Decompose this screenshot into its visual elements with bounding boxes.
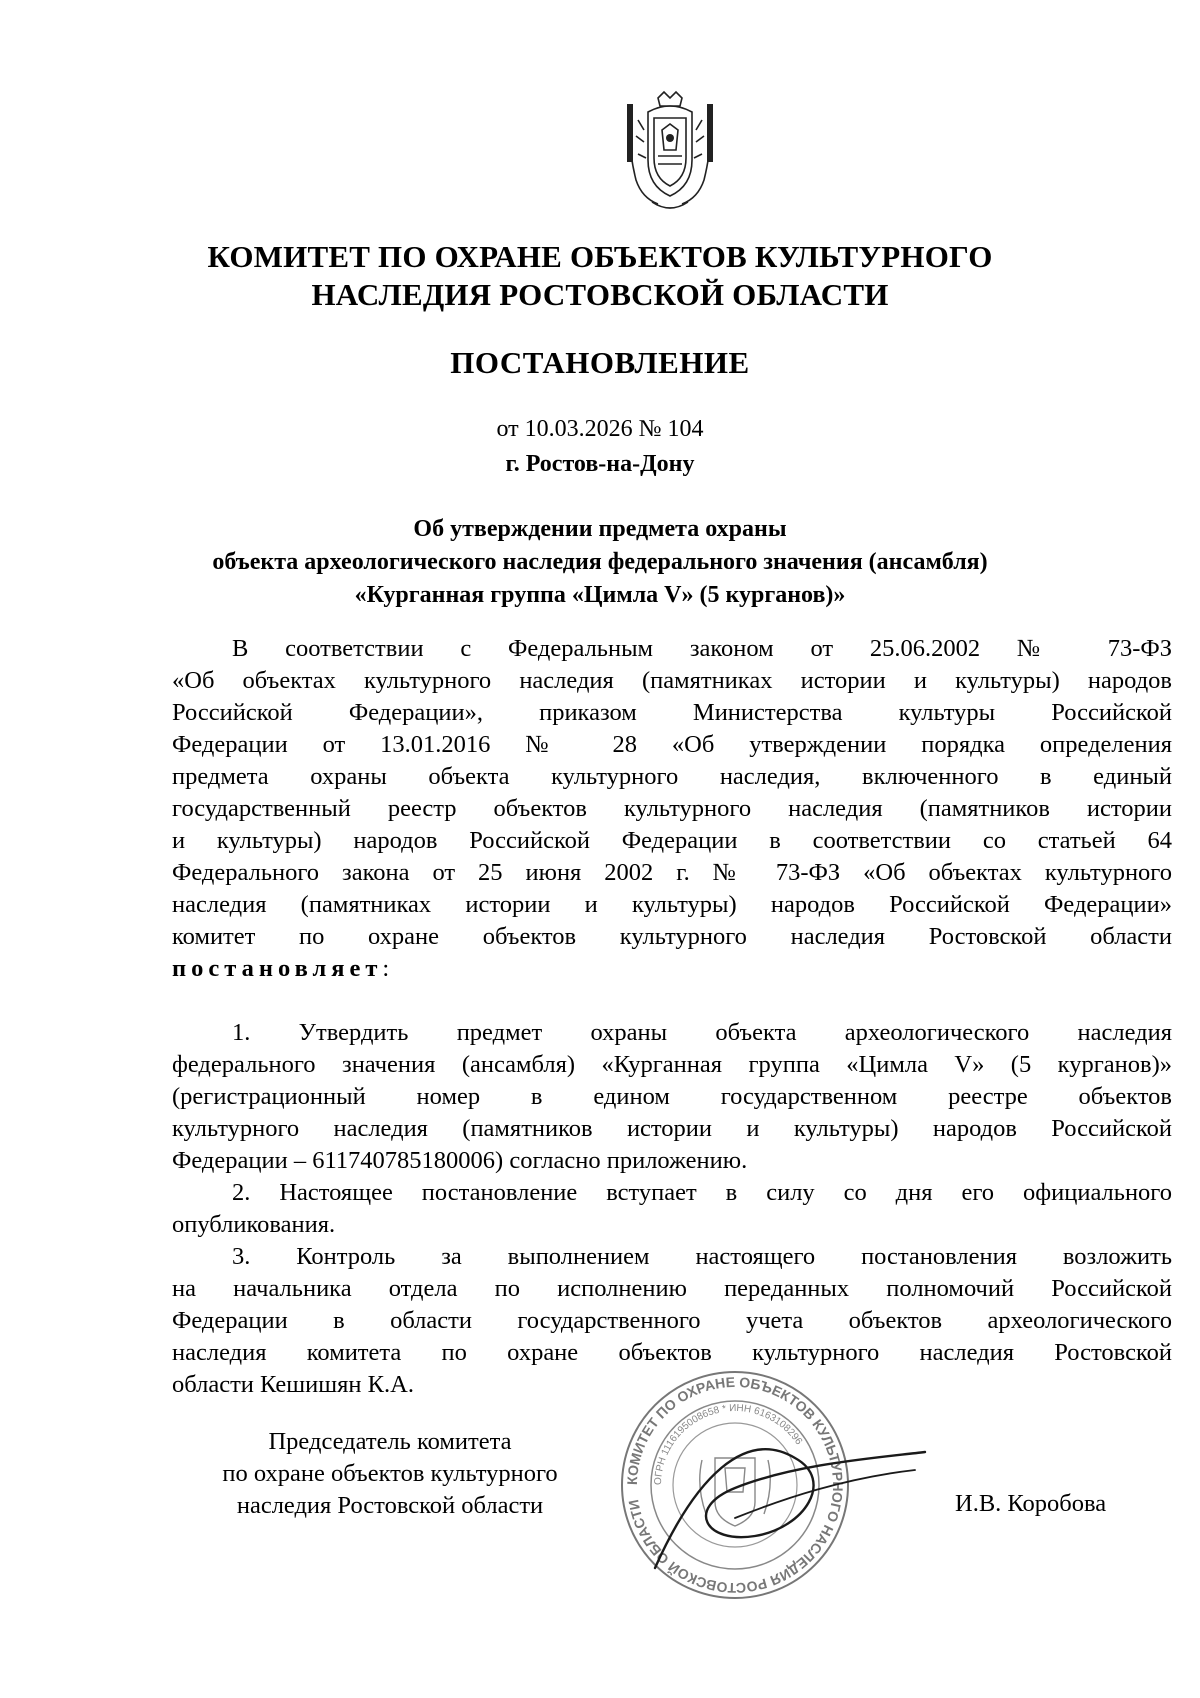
item-1-line: (регистрационный номер в едином государственном реестре объектов — [172, 1083, 1172, 1110]
item-3-line: 3. Контроль за выполнением настоящего постановления возложить — [232, 1243, 1172, 1270]
signatory-name: И.В. Коробова — [955, 1490, 1107, 1517]
signatory-title-line2: по охране объектов культурного — [222, 1460, 558, 1487]
organization-title-line1: КОМИТЕТ ПО ОХРАНЕ ОБЪЕКТОВ КУЛЬТУРНОГО — [207, 239, 993, 274]
preamble-line: В соответствии с Федеральным законом от 25.06.2002 № 73-ФЗ — [232, 635, 1172, 662]
organization-title-line2: НАСЛЕДИЯ РОСТОВСКОЙ ОБЛАСТИ — [311, 277, 889, 312]
resolves-suffix: : — [382, 955, 390, 982]
preamble-line: Российской Федерации», приказом Министерства культуры Российской — [172, 699, 1172, 726]
preamble-line: Федерации от 13.01.2016 № 28 «Об утверждении порядка определения — [172, 731, 1172, 758]
preamble-line: и культуры) народов Российской Федерации в соответствии со статьей 64 — [172, 827, 1172, 854]
document-type: ПОСТАНОВЛЕНИЕ — [450, 345, 750, 380]
preamble-line: государственный реестр объектов культурного наследия (памятников истории — [172, 795, 1172, 822]
item-3-line: на начальника отдела по исполнению переданных полномочий Российской — [172, 1275, 1172, 1302]
signatory-title-line3: наследия Ростовской области — [236, 1492, 544, 1519]
preamble-line: Федерального закона от 25 июня 2002 г. № 73-ФЗ «Об объектах культурного — [172, 859, 1172, 886]
item-3-line: наследия комитета по охране объектов культурного наследия Ростовской — [172, 1339, 1172, 1366]
subject-line2: объекта археологического наследия федерального значения (ансамбля) — [212, 549, 988, 575]
signatory-title-line1: Председатель комитета — [268, 1428, 512, 1455]
item-1-line: 1. Утвердить предмет охраны объекта археологического наследия — [232, 1019, 1172, 1046]
subject-line1: Об утверждении предмета охраны — [413, 516, 787, 542]
preamble-line: «Об объектах культурного наследия (памятниках истории и культуры) народов — [172, 667, 1172, 694]
preamble-line: комитет по охране объектов культурного наследия Ростовской области — [172, 923, 1172, 950]
preamble-line: предмета охраны объекта культурного наследия, включенного в единый — [172, 763, 1172, 790]
resolves-word: постановляет — [172, 955, 383, 982]
item-1-line: Федерации – 611740785180006) согласно приложению. — [172, 1147, 748, 1174]
handwritten-signature — [585, 1418, 945, 1588]
item-2-line: 2. Настоящее постановление вступает в силу со дня его официального — [232, 1179, 1172, 1206]
document-city: г. Ростов-на-Дону — [505, 451, 695, 477]
resolves-line — [172, 955, 1172, 983]
subject-line3: «Курганная группа «Цимла V» (5 курганов)» — [354, 582, 846, 608]
item-1-line: федерального значения (ансамбля) «Курганная группа «Цимла V» (5 курганов)» — [172, 1051, 1172, 1078]
document-date-number: от 10.03.2026 № 104 — [496, 416, 704, 442]
item-3-line: Федерации в области государственного учета объектов археологического — [172, 1307, 1172, 1334]
item-3-line: области Кешишян К.А. — [172, 1371, 414, 1398]
svg-text:КОМИТЕТ ПО ОХРАНЕ ОБЪЕКТОВ КУЛ: КОМИТЕТ ПО ОХРАНЕ ОБЪЕКТОВ КУЛЬТУРНОГО НАСЛЕДИЯ РОСТОВСКОЙ ОБЛАСТИ — [623, 1373, 847, 1597]
preamble-line: наследия (памятниках истории и культуры) народов Российской Федерации» — [172, 891, 1172, 918]
coat-of-arms-emblem — [618, 90, 722, 216]
svg-text:ОГРН 1116195008658 * ИНН 61631: ОГРН 1116195008658 * ИНН 6163108296 — [652, 1402, 805, 1486]
item-1-line: культурного наследия (памятников истории и культуры) народов Российской — [172, 1115, 1172, 1142]
item-2-line: опубликования. — [172, 1211, 336, 1238]
